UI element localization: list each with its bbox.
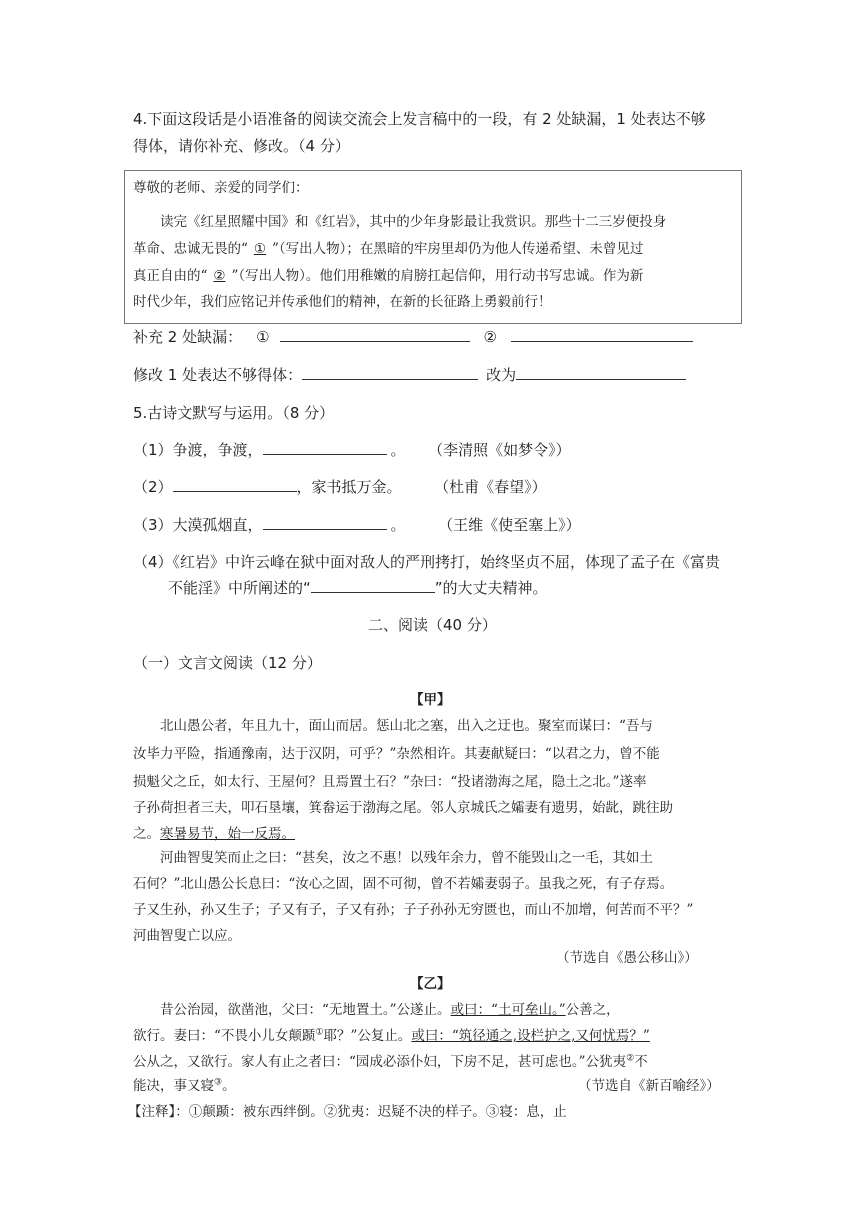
jia2-line-4: 河曲智叟亡以应。: [133, 928, 241, 944]
yi-line-4: 能决，事又寝③。: [133, 1077, 236, 1094]
jia-label: 【甲】: [410, 692, 451, 708]
yi-underline-2: 或曰：“筑径通之,设栏护之,又何忧焉？”: [411, 1028, 650, 1044]
yi-notes: 【注释】：①颠踬：被东西绊倒。②犹夷：迟疑不决的样子。③寝：息，止: [128, 1104, 567, 1120]
q5-item3: （3）大漠孤烟直， 。 （王维《使至塞上》）: [133, 516, 581, 534]
q5-item4-line1: （4）《红岩》中许云峰在狱中面对敌人的严刑拷打，始终坚贞不屈，体现了孟子在《富贵: [133, 553, 721, 571]
box-greeting: 尊敬的老师、亲爱的同学们：: [133, 180, 309, 196]
revise-to-blank[interactable]: [516, 379, 686, 380]
q5-item2: （2） ，家书抵万金。 （杜甫《春望》）: [133, 478, 547, 496]
q5-blank-2[interactable]: [173, 491, 297, 492]
fill-blank-1[interactable]: [280, 341, 470, 342]
section2-subtitle: （一）文言文阅读（12 分）: [133, 654, 322, 672]
fill-label: 补充 2 处缺漏：: [133, 328, 243, 346]
jia-line-5: 之。寒暑易节，始一反焉。: [133, 826, 295, 842]
box-line4: 时代少年，我们应铭记并传承他们的精神，在新的长征路上勇毅前行！: [133, 294, 552, 310]
yi-label: 【乙】: [410, 976, 451, 992]
q5-item4-line2: 不能淫》中所阐述的“ ”的大丈夫精神。: [168, 579, 548, 597]
yi-source: （节选自《新百喻经》）: [578, 1078, 720, 1094]
box-line2: 革命、忠诚无畏的“ ① ”（写出人物）；在黑暗的牢房里却仍为他人传递希望、未曾见过: [133, 241, 644, 257]
revise-row: [133, 364, 686, 385]
jia2-line-2: 石何？”北山愚公长息曰：“汝心之固，固不可彻，曾不若孀妻弱子。虽我之死，有子存焉。: [133, 876, 674, 892]
q4-line2: 得体，请你补充、修改。（4 分）: [133, 137, 350, 155]
box-line1: 读完《红星照耀中国》和《红岩》，其中的少年身影最让我赏识。那些十二三岁便投身: [160, 214, 667, 230]
section2-title: 二、阅读（40 分）: [368, 616, 497, 634]
jia2-line-3: 子又生孙，孙又生子；子又有子，子又有孙；子子孙孙无穷匮也，而山不加增，何苦而不平？”: [133, 902, 694, 918]
box-blank-1: ①: [253, 241, 267, 257]
jia-line-2: 汝毕力平险，指通豫南，达于汉阴，可乎？”杂然相许。其妻献疑曰：“以君之力，曾不能: [133, 746, 660, 762]
fill-blank-2[interactable]: [511, 341, 693, 342]
yi-line-1: 昔公治园，欲凿池，父曰：“无地置土。”公遂止。或曰：“土可垒山。”公善之，: [160, 1002, 620, 1018]
jia-line-1: 北山愚公者，年且九十，面山而居。惩山北之塞，出入之迂也。聚室而谋曰：“吾与: [160, 718, 653, 734]
jia-source: （节选自《愚公移山》）: [556, 950, 698, 966]
revise-label: 修改 1 处表达不够得体：: [133, 366, 303, 384]
box-blank-2: ②: [213, 268, 226, 284]
q5-blank-4[interactable]: [311, 592, 435, 593]
yi-underline-1: 或曰：“土可垒山。”: [450, 1002, 566, 1018]
jia-line-4: 子孙荷担者三夫，叩石垦壤，箕畚运于渤海之尾。邻人京城氏之孀妻有遗男，始龀，跳往助: [133, 800, 673, 816]
yi-line-2: 欲行。妻曰：“不畏小儿女颠踬①耶？”公复止。或曰：“筑径通之,设栏护之,又何忧焉？”: [133, 1027, 650, 1044]
fill-marker-1: ①: [256, 328, 270, 346]
revise-blank[interactable]: [302, 379, 478, 380]
jia2-line-1: 河曲智叟笑而止之曰：“甚矣，汝之不惠！以残年余力，曾不能毁山之一毛，其如土: [160, 850, 653, 866]
fill-row: [133, 326, 693, 347]
jia-line-3: 损魁父之丘，如太行、王屋何？且焉置土石？”杂曰：“投诸渤海之尾，隐土之北。”遂率: [133, 774, 647, 790]
q5-item1: （1）争渡，争渡， 。 （李清照《如梦令》）: [133, 441, 571, 459]
q5-blank-1[interactable]: [263, 454, 387, 455]
fill-marker-2: ②: [483, 328, 497, 346]
q5-title: 5.古诗文默写与运用。（8 分）: [133, 404, 335, 422]
revise-to: 改为: [486, 366, 517, 384]
q4-line1: 4.下面这段话是小语准备的阅读交流会上发言稿中的一段，有 2 处缺漏，1 处表达不够: [133, 110, 706, 128]
jia-underlined-sentence: 寒暑易节，始一反焉。: [160, 826, 295, 842]
yi-line-3: 公从之，又欲行。家人有止之者曰：“园成必添仆妇，下房不足，甚可虑也。”公犹夷②不: [133, 1053, 648, 1070]
q5-blank-3[interactable]: [263, 529, 387, 530]
box-line3: 真正自由的“ ② ”（写出人物）。他们用稚嫩的肩膀扛起信仰，用行动书写忠诚。作为新: [133, 268, 644, 284]
